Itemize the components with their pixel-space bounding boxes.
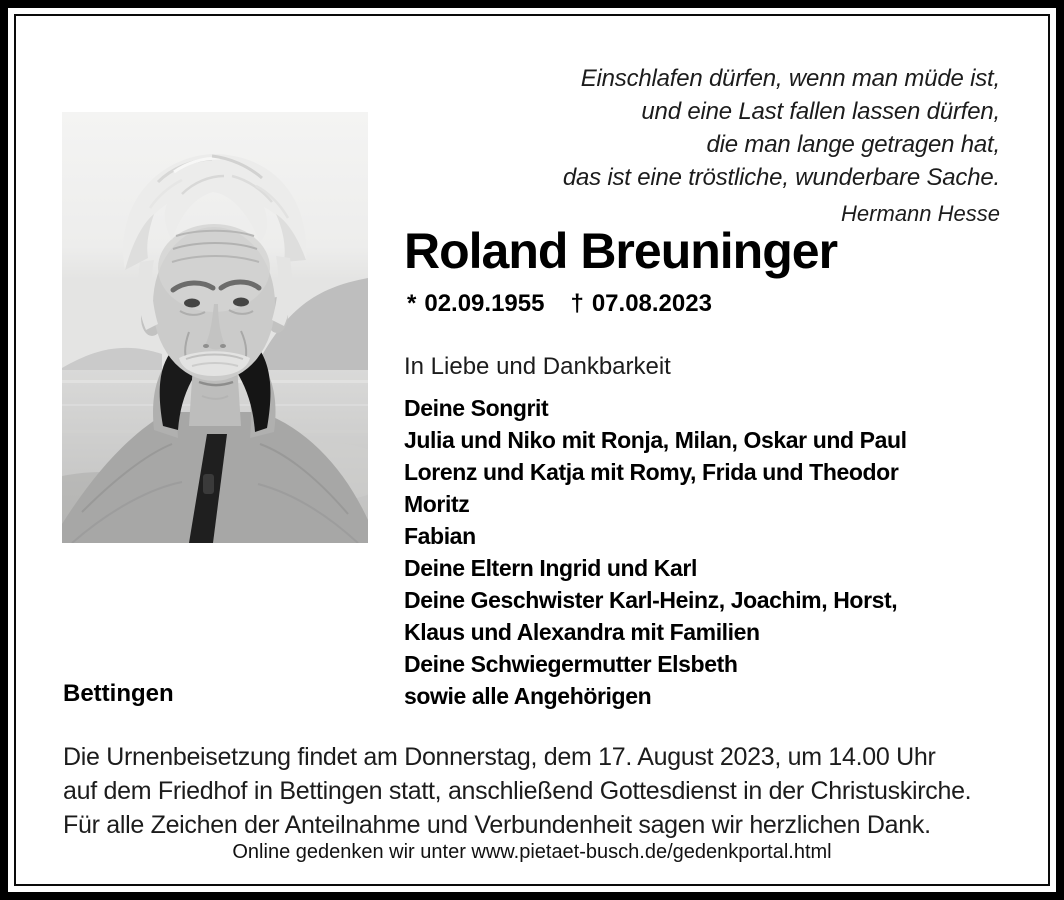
memorial-quote [563,62,1000,229]
mourner-line: sowie alle Angehörigen [404,683,652,709]
death-date: † 07.08.2023 [570,290,712,317]
portrait-photo [62,112,368,543]
mourner-line: Deine Songrit [404,395,549,421]
quote-lines [563,62,1000,194]
mourners-list [404,392,907,712]
quote-line: Einschlafen dürfen, wenn man müde ist, [580,65,1000,92]
mourner-line: Fabian [404,523,476,549]
funeral-info-line: Die Urnenbeisetzung findet am Donnerstag, dem 17. August 2023, um 14.00 Uhr [63,743,936,771]
portrait-illustration [62,112,368,543]
mourner-line: Deine Schwiegermutter Elsbeth [404,651,738,677]
mourner-line: Deine Geschwister Karl-Heinz, Joachim, Horst, [404,587,898,613]
life-dates [407,290,712,318]
online-memorial-note: Online gedenken wir unter www.pietaet-busch.de/gedenkportal.html [232,841,832,863]
mourner-line: Deine Eltern Ingrid und Karl [404,555,697,581]
birth-symbol: * [407,290,417,317]
intro-line: In Liebe und Dankbarkeit [404,353,671,380]
quote-line: und eine Last fallen lassen dürfen, [641,98,1000,125]
mourner-line: Klaus und Alexandra mit Familien [404,619,760,645]
quote-attribution: Hermann Hesse [841,201,1000,226]
mourner-line: Julia und Niko mit Ronja, Milan, Oskar und Paul [404,427,907,453]
funeral-info-line: Für alle Zeichen der Anteilnahme und Verbundenheit sagen wir herzlichen Dank. [63,811,931,839]
birth-date: * 02.09.1955 [407,290,545,317]
mourner-line: Lorenz und Katja mit Romy, Frida und Theodor [404,459,899,485]
quote-line: die man lange getragen hat, [706,131,1000,158]
deceased-name: Roland Breuninger [404,223,838,279]
death-symbol: † [570,290,584,317]
funeral-info [63,740,1023,842]
quote-line: das ist eine tröstliche, wunderbare Sache. [562,164,1000,191]
place-name: Bettingen [63,680,174,707]
mourner-line: Moritz [404,491,470,517]
funeral-info-line: auf dem Friedhof in Bettingen statt, anschließend Gottesdienst in der Christuskirche. [63,777,972,805]
